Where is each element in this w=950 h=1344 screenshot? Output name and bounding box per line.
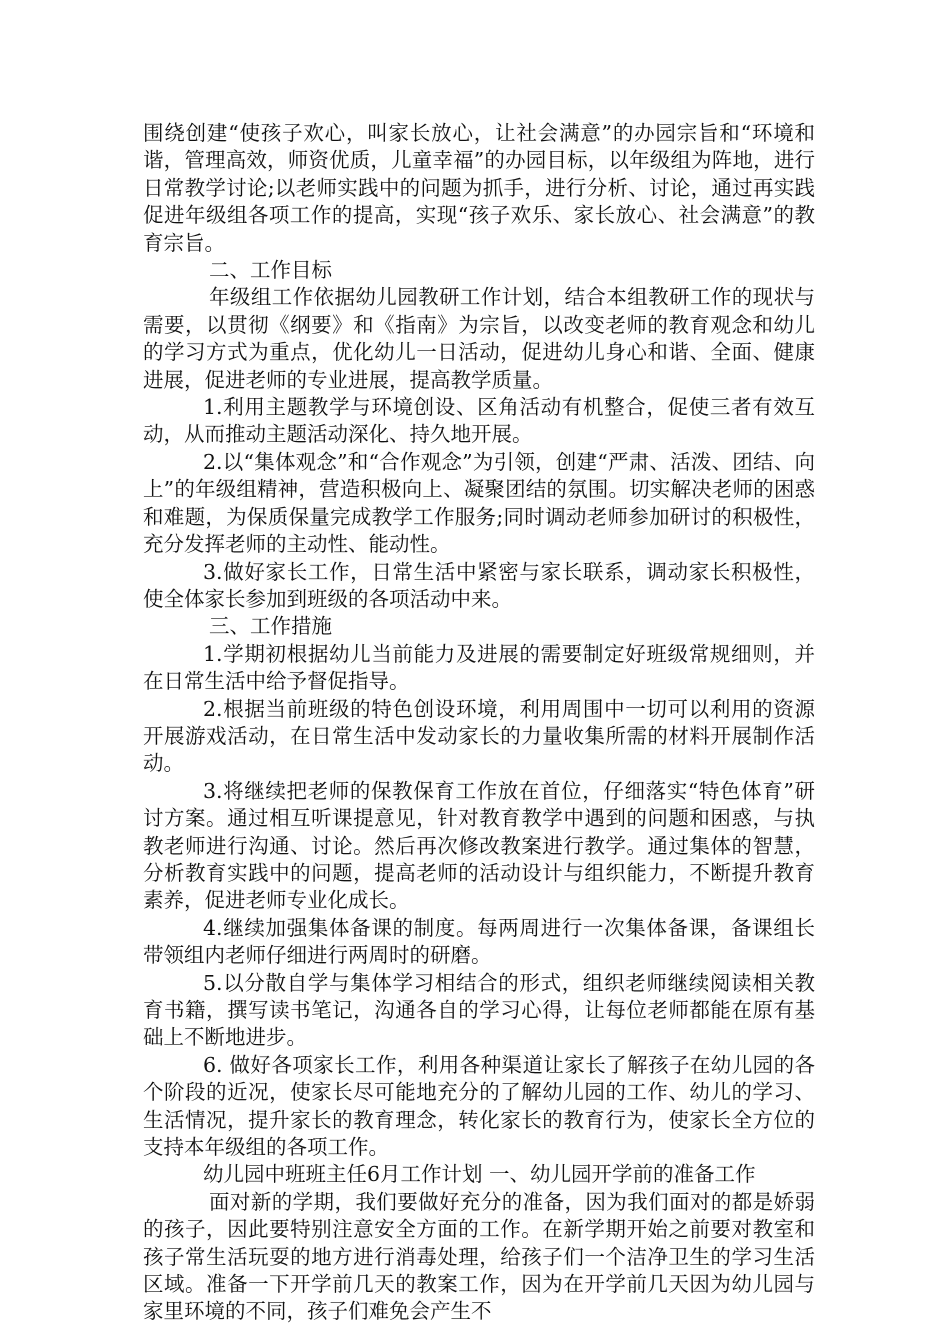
list-item-goal-1: 1.利用主题教学与环境创设、区角活动有机整合，促使三者有效互动，从而推动主题活动深化、持久地开展。: [143, 395, 815, 447]
paragraph-intro: 围绕创建“使孩子欢心，叫家长放心，让社会满意”的办园宗旨和“环境和谐，管理高效，师资优质，儿童幸福”的办园目标，以年级组为阵地，进行日常教学讨论;以老师实践中的问题为抓手，进行分析、讨论，通过再实践促进年级组各项工作的提高，实现“孩子欢乐、家长放心、社会满意”的教育宗旨。: [143, 121, 815, 255]
list-item-goal-3: 3.做好家长工作，日常生活中紧密与家长联系，调动家长积极性，使全体家长参加到班级的各项活动中来。: [143, 559, 815, 611]
list-item-measure-2: 2.根据当前班级的特色创设环境，利用周围中一切可以利用的资源开展游戏活动，在日常生活中发动家长的力量收集所需的材料开展制作活动。: [143, 696, 815, 776]
paragraph-goals: 年级组工作依据幼儿园教研工作计划，结合本组教研工作的现状与需要，以贯彻《纲要》和《指南》为宗旨，以改变老师的教育观念和幼儿的学习方式为重点，优化幼儿一日活动，促进幼儿身心和谐、全面、健康进展，促进老师的专业进展，提高教学质量。: [143, 285, 815, 392]
list-item-measure-5: 5.以分散自学与集体学习相结合的形式，组织老师继续阅读相关教育书籍，撰写读书笔记，沟通各自的学习心得，让每位老师都能在原有基础上不断地进步。: [143, 970, 815, 1050]
list-item-measure-3: 3.将继续把老师的保教保育工作放在首位，仔细落实“特色体育”研讨方案。通过相互听课提意见，针对教育教学中遇到的问题和困惑，与执教老师进行沟通、讨论。然后再次修改教案进行教学。通过集体的智慧，分析教育实践中的问题，提高老师的活动设计与组织能力，不断提升教育素养，促进老师专业化成长。: [143, 778, 815, 913]
section-heading-june-plan: 幼儿园中班班主任6月工作计划 一、幼儿园开学前的准备工作: [203, 1162, 756, 1187]
list-item-goal-2: 2.以“集体观念”和“合作观念”为引领，创建“严肃、活泼、团结、向上”的年级组精神，营造积极向上、凝聚团结的氛围。切实解决老师的困惑和难题，为保质保量完成教学工作服务;同时调动老师参加研讨的积极性，充分发挥老师的主动性、能动性。: [143, 449, 815, 557]
document-body: [143, 120, 815, 1326]
list-item-measure-1: 1.学期初根据幼儿当前能力及进展的需要制定好班级常规细则，并在日常生活中给予督促指导。: [143, 641, 815, 694]
section-heading-goals: 二、工作目标: [209, 258, 332, 283]
list-item-measure-4: 4.继续加强集体备课的制度。每两周进行一次集体备课，备课组长带领组内老师仔细进行两周时的研磨。: [143, 915, 815, 968]
section-heading-measures: 三、工作措施: [209, 614, 332, 639]
list-item-measure-6: 6. 做好各项家长工作，利用各种渠道让家长了解孩子在幼儿园的各个阶段的近况，使家长尽可能地充分的了解幼儿园的工作、幼儿的学习、生活情况，提升家长的教育理念，转化家长的教育行为，使家长全方位的支持本年级组的各项工作。: [143, 1052, 815, 1160]
paragraph-preparation: 面对新的学期，我们要做好充分的准备，因为我们面对的都是娇弱的孩子，因此要特别注意安全方面的工作。在新学期开始之前要对教室和孩子常生活玩耍的地方进行消毒处理，给孩子们一个洁净卫生的学习生活区域。准备一下开学前几天的教案工作，因为在开学前几天因为幼儿园与家里环境的不同，孩子们难免会产生不: [143, 1189, 815, 1324]
